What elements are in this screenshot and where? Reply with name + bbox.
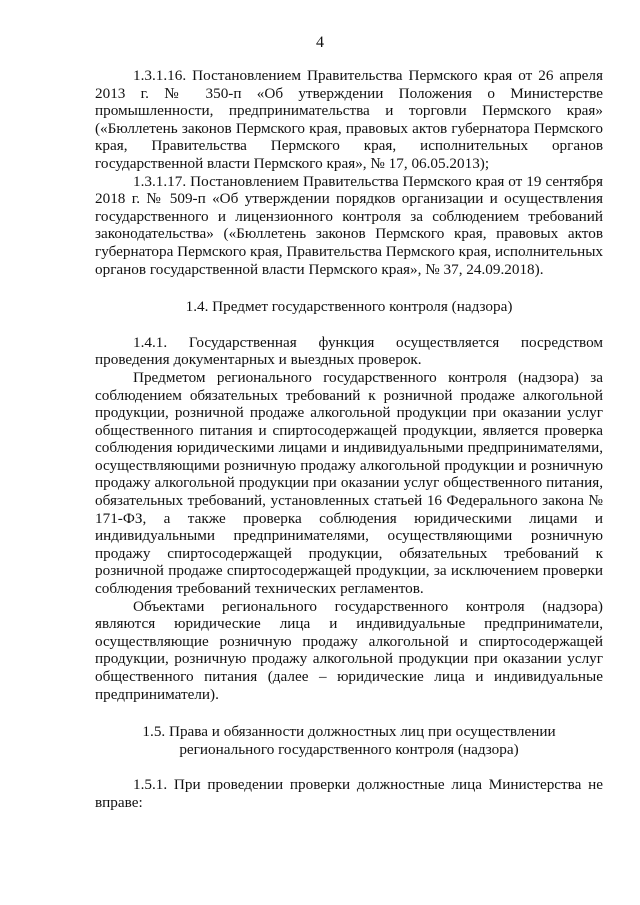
paragraph-1-5-1: 1.5.1. При проведении проверки должностные лица Министерства не вправе: <box>95 776 603 811</box>
paragraph-subject-of-control: Предметом регионального государственного контроля (надзора) за соблюдением обязательных требований к розничной продаже алкогольной продукции, розничной продаже алкогольной продукции при оказании услуг общественного питания и спиртосодержащей продукции, является проверка соблюдения юридическими лицами и индивидуальными предпринимателями, осуществляющими розничную продажу алкогольной продукции и розничную продажу алкогольной продукции при оказании услуг общественного питания, обязательных требований, установленных статьей 16 Федерального закона № 171-ФЗ, а также проверка соблюдения юридическими лицами и индивидуальными предпринимателями, осуществляющими розничную продажу спиртосодержащей продукции, обязательных требований к розничной продаже спиртосодержащей продукции, за исключением проверки соблюдения требований технических регламентов. <box>95 368 603 598</box>
paragraph-1-4-1: 1.4.1. Государственная функция осуществляется посредством проведения документарных и выездных проверок. <box>95 333 603 369</box>
section-heading-1-5 <box>95 723 603 758</box>
paragraph-objects-of-control: Объектами регионального государственного контроля (надзора) являются юридические лица и индивидуальные предприниматели, осуществляющие розничную продажу алкогольной и спиртосодержащей продукции, розничную продажу алкогольной продукции при оказании услуг общественного питания (далее – юридические лица и индивидуальные предприниматели). <box>95 597 603 703</box>
paragraph-1-3-1-17: 1.3.1.17. Постановлением Правительства Пермского края от 19 сентября 2018 г. № 509-п «Об утверждении порядков организации и осуществления государственного и лицензионного контроля за соблюдением требований законодательства» («Бюллетень законов Пермского края, правовых актов губернатора Пермского края, Правительства Пермского края, исполнительных органов государственной власти Пермского края», № 37, 24.09.2018). <box>95 172 603 278</box>
section-heading-1-4: 1.4. Предмет государственного контроля (надзора) <box>185 298 513 316</box>
document-body <box>95 67 603 812</box>
page-number: 4 <box>316 34 324 51</box>
paragraph-1-3-1-16: 1.3.1.16. Постановлением Правительства Пермского края от 26 апреля 2013 г. № 350-п «Об утверждении Положения о Министерстве промышленности, предпринимательства и торговли Пермского края» («Бюллетень законов Пермского края, правовых актов губернатора Пермского края, Правительства Пермского края, исполнительных органов государственной власти Пермского края», № 17, 06.05.2013); <box>95 67 603 172</box>
section-heading-1-5-line-2: регионального государственного контроля (надзора) <box>179 740 519 758</box>
section-heading-1-5-line-1: 1.5. Права и обязанности должностных лиц при осуществлении <box>142 723 556 741</box>
